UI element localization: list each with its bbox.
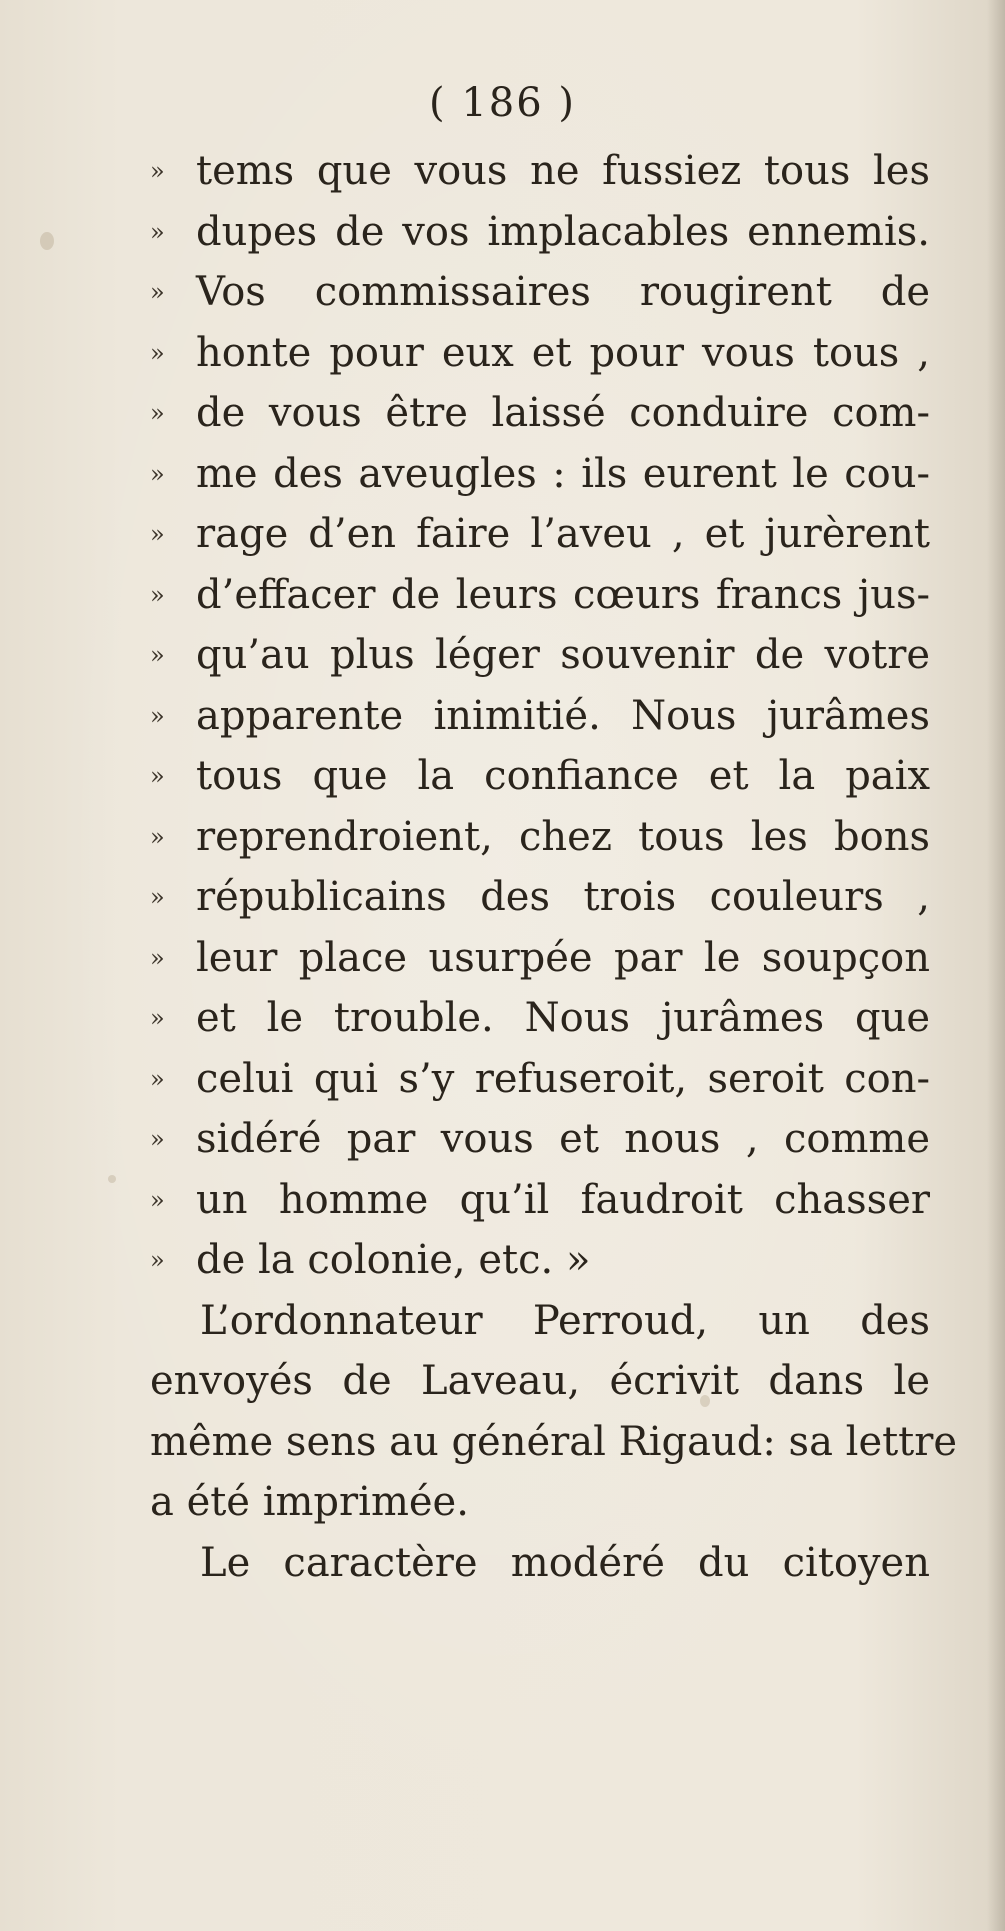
text-line bbox=[150, 928, 930, 989]
quotation-mark: » bbox=[150, 822, 165, 851]
line-text: même sens au général Rigaud: sa lettre bbox=[150, 1418, 958, 1465]
text-line bbox=[150, 1412, 958, 1473]
page-edge-shadow bbox=[987, 0, 1005, 1931]
line-text: leur place usurpée par le soupçon bbox=[196, 934, 930, 981]
line-text: de vous être laissé conduire com- bbox=[196, 390, 930, 436]
text-line bbox=[150, 1533, 930, 1594]
line-text: dupes de vos implacables ennemis. bbox=[196, 208, 930, 255]
line-text: sidéré par vous et nous , comme bbox=[196, 1116, 930, 1162]
quotation-mark: » bbox=[150, 883, 165, 911]
quotation-mark: » bbox=[150, 459, 165, 488]
text-line bbox=[150, 262, 930, 323]
quotation-mark: » bbox=[150, 641, 165, 669]
text-line bbox=[150, 1472, 930, 1533]
text-line bbox=[150, 202, 930, 263]
text-line bbox=[150, 323, 930, 384]
line-text: celui qui s’y refuseroit, seroit con- bbox=[196, 1055, 930, 1102]
quotation-mark: » bbox=[150, 399, 165, 427]
line-text: tous que la confiance et la paix bbox=[196, 753, 930, 799]
line-text: et le trouble. Nous jurâmes que bbox=[196, 995, 930, 1041]
quotation-mark: » bbox=[150, 520, 165, 548]
line-text: apparente inimitié. Nous jurâmes bbox=[196, 692, 930, 739]
line-text: a été imprimée. bbox=[150, 1479, 469, 1525]
line-text: reprendroient, chez tous les bons bbox=[196, 813, 930, 860]
quotation-mark: » bbox=[150, 1125, 165, 1153]
text-line bbox=[150, 1230, 930, 1291]
quotation-mark: » bbox=[150, 338, 165, 367]
text-line bbox=[150, 686, 930, 747]
quotation-mark: » bbox=[150, 1185, 165, 1214]
quotation-mark: » bbox=[150, 701, 165, 730]
line-text: envoyés de Laveau, écrivit dans le bbox=[150, 1358, 930, 1404]
text-line bbox=[150, 1291, 930, 1352]
quotation-mark: » bbox=[150, 943, 165, 972]
text-line bbox=[150, 1351, 930, 1412]
line-text: républicains des trois couleurs , bbox=[196, 874, 930, 920]
line-text: Le caractère modéré du citoyen bbox=[200, 1539, 930, 1586]
quotation-mark: » bbox=[150, 580, 165, 609]
page-number: ( 186 ) bbox=[429, 80, 576, 126]
text-line bbox=[150, 504, 930, 565]
line-text: Vos commissaires rougirent de bbox=[196, 269, 930, 315]
quotation-mark: » bbox=[150, 157, 165, 185]
quotation-mark: » bbox=[150, 762, 165, 790]
text-line bbox=[150, 565, 930, 626]
line-text: d’effacer de leurs cœurs francs jus- bbox=[196, 571, 930, 618]
line-text: me des aveugles : ils eurent le cou- bbox=[196, 450, 930, 497]
text-line bbox=[150, 867, 930, 928]
text-line bbox=[150, 988, 930, 1049]
quotation-mark: » bbox=[150, 1004, 165, 1032]
line-text: tems que vous ne fussiez tous les bbox=[196, 148, 930, 194]
quotation-mark: » bbox=[150, 1246, 165, 1274]
text-line bbox=[150, 746, 930, 807]
line-text: un homme qu’il faudroit chasser bbox=[196, 1176, 930, 1223]
quotation-mark: » bbox=[150, 217, 165, 246]
body-text bbox=[150, 141, 958, 1593]
line-text: de la colonie, etc. » bbox=[196, 1237, 591, 1283]
line-text: L’ordonnateur Perroud, un des bbox=[200, 1297, 930, 1344]
text-line bbox=[150, 1170, 930, 1231]
text-line bbox=[150, 141, 930, 202]
text-line bbox=[150, 1109, 930, 1170]
quotation-mark: » bbox=[150, 278, 165, 306]
paper-stain bbox=[40, 232, 54, 250]
text-line bbox=[150, 625, 930, 686]
text-line bbox=[150, 444, 930, 505]
line-text: honte pour eux et pour vous tous , bbox=[196, 329, 930, 376]
line-text: qu’au plus léger souvenir de votre bbox=[196, 632, 930, 678]
line-text: rage d’en faire l’aveu , et jurèrent bbox=[196, 511, 930, 557]
quotation-mark: » bbox=[150, 1064, 165, 1093]
text-line bbox=[150, 383, 930, 444]
text-line bbox=[150, 807, 930, 868]
text-line bbox=[150, 1049, 930, 1110]
paper-stain bbox=[108, 1175, 116, 1183]
